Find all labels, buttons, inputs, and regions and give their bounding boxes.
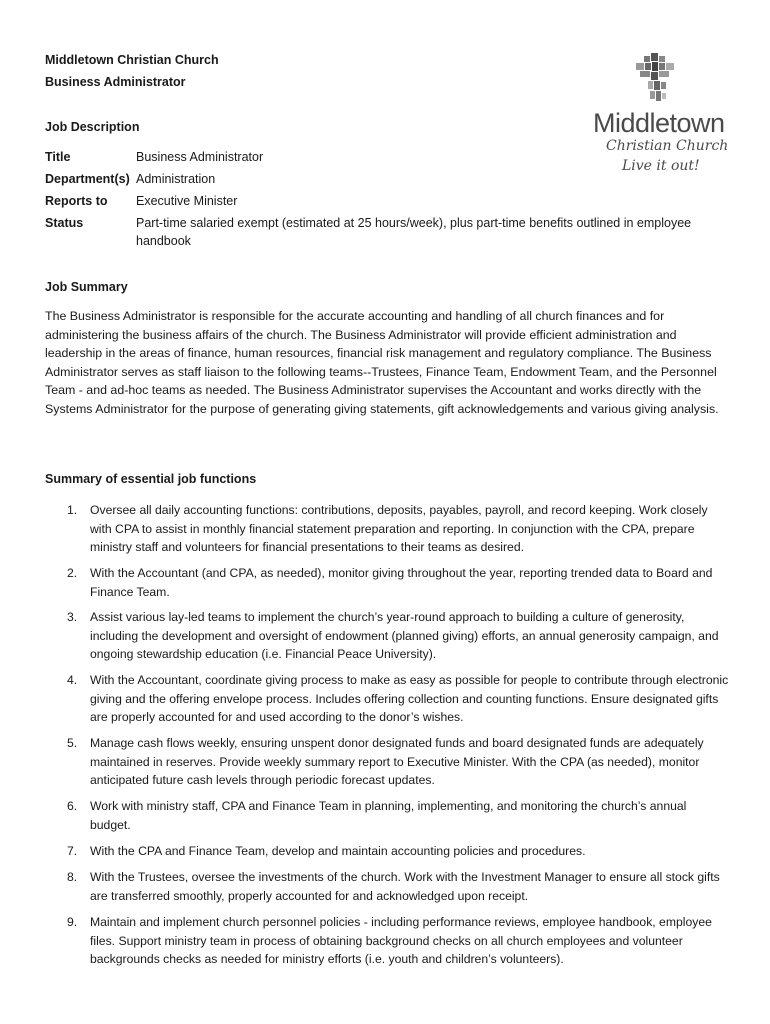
detail-value: Business Administrator (136, 150, 264, 164)
detail-value: Administration (136, 172, 216, 186)
position-title: Business Administrator (45, 75, 186, 89)
church-logo (588, 50, 728, 182)
list-item-number: 9. (67, 915, 78, 929)
list-item-number: 1. (67, 503, 78, 517)
logo-tagline: Live it out! (622, 158, 700, 174)
list-item-number: 3. (67, 610, 78, 624)
list-item-text: Maintain and implement church personnel policies - including performance reviews, employee handbook, employee files. Support ministry team in process of obtaining background checks on all church employees and volunteer backgrounds checks as needed for ministry efforts (i.e. youth and children’s volunteers). (90, 915, 712, 967)
cross-icon (588, 50, 728, 110)
list-item-text: With the Accountant, coordinate giving process to make as easy as possible for people to contribute through electronic giving and the offering envelope process. Includes offering collection and counting functions. Ensure designated gifts are properly accounted for and used according to the donor’s wishes. (90, 673, 729, 725)
logo-subtitle: Christian Church (606, 138, 729, 154)
detail-value: Part-time salaried exempt (estimated at 25 hours/week), plus part-time benefits outlined in employee handbook (136, 216, 692, 248)
list-item-text: Manage cash flows weekly, ensuring unspent donor designated funds and board designated funds are adequately maintained in reserves. Provide weekly summary report to Executive Minister. With the CPA (as needed), monitor anticipated future cash levels through periodic forecast updates. (90, 736, 704, 788)
list-item-number: 7. (67, 844, 78, 858)
job-description-heading: Job Description (45, 120, 140, 134)
functions-heading: Summary of essential job functions (45, 472, 257, 486)
list-item-text: Work with ministry staff, CPA and Finance Team in planning, implementing, and monitoring the church’s annual budget. (90, 799, 687, 832)
list-item-text: With the Trustees, oversee the investments of the church. Work with the Investment Manager to ensure all stock gifts are transferred smoothly, properly accounted for and acknowledged upon receipt. (90, 870, 720, 903)
detail-label: Title (45, 150, 71, 164)
detail-label: Department(s) (45, 172, 130, 186)
list-item-number: 8. (67, 870, 78, 884)
list-item-text: With the Accountant (and CPA, as needed), monitor giving throughout the year, reporting trended data to Board and Finance Team. (90, 566, 713, 599)
logo-name: Middletown (593, 108, 725, 138)
church-name: Middletown Christian Church (45, 53, 219, 67)
list-item-number: 2. (67, 566, 78, 580)
detail-label: Status (45, 216, 84, 230)
detail-value: Executive Minister (136, 194, 238, 208)
list-item-number: 5. (67, 736, 78, 750)
list-item-text: With the CPA and Finance Team, develop and maintain accounting policies and procedures. (90, 844, 586, 858)
list-item-text: Oversee all daily accounting functions: contributions, deposits, payables, payroll, and record keeping. Work closely with CPA to assist in monthly financial statement preparation and reporting. In conjunction with the CPA, prepare ministry staff and volunteers for financial presentations to their teams as desired. (90, 503, 708, 555)
job-summary-text: The Business Administrator is responsible for the accurate accounting and handling of all church finances and for administering the business affairs of the church. The Business Administrator will provide efficient administration and leadership in the areas of finance, human resources, financial risk management and regulatory compliance. The Business Administrator serves as staff liaison to the following teams--Trustees, Finance Team, Endowment Team, and the Personnel Team - and ad-hoc teams as needed. The Business Administrator supervises the Accountant and works directly with the Systems Administrator for the purpose of generating giving statements, gift acknowledgements and various giving analysis. (45, 309, 719, 416)
job-summary-heading: Job Summary (45, 280, 128, 294)
list-item-number: 6. (67, 799, 78, 813)
list-item-number: 4. (67, 673, 78, 687)
list-item-text: Assist various lay-led teams to implement the church’s year-round approach to building a culture of generosity, including the development and oversight of endowment (planned giving) efforts, an annual generosity campaign, and ongoing stewardship education (i.e. Financial Peace University). (90, 610, 719, 662)
detail-label: Reports to (45, 194, 108, 208)
